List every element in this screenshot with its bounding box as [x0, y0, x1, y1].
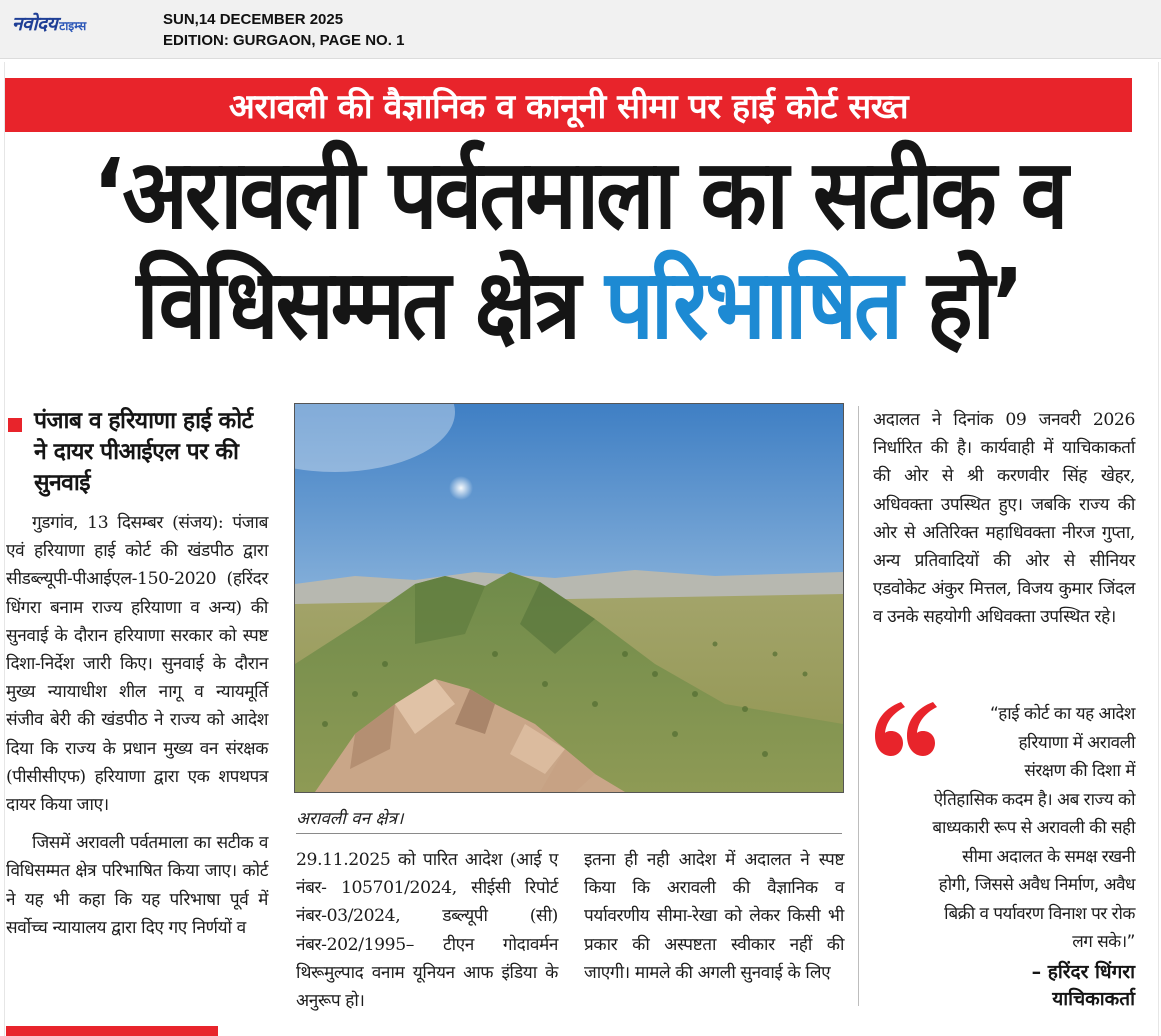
quote-mark-icon: [873, 698, 937, 760]
right-column: [873, 406, 1135, 632]
quote-line: बिक्री व पर्यावरण विनाश पर रोक: [944, 903, 1135, 924]
headline-line-2-end: हो’: [900, 249, 1022, 361]
quote-line: सीमा अदालत के समक्ष रखनी: [962, 846, 1135, 867]
bullet-square-icon: [8, 418, 22, 432]
quote-line: “हाई कोर्ट का यह आदेश: [989, 704, 1135, 724]
masthead-bar: [0, 0, 1161, 59]
edition-date: SUN,14 DECEMBER 2025: [163, 11, 344, 28]
headline-line-2: [14, 243, 1144, 366]
subheadline: [6, 406, 268, 499]
quote-line: हरियाणा में अरावली: [1018, 732, 1135, 753]
logo-sub-text: टाइम्स: [59, 19, 87, 33]
newspaper-logo[interactable]: [12, 10, 86, 36]
headline-line-1: ‘अरावली पर्वतमाला का सटीक व: [92, 139, 1066, 251]
headline-line-2-start: विधिसम्मत क्षेत्र: [136, 249, 605, 361]
left-paragraph-2: जिसमें अरावली पर्वतमाला का सटीक व विधिसम्मत क्षेत्र परिभाषित किया जाए। कोर्ट ने यह भी कहा कि यह परिभाषा पूर्व में सर्वोच्च न्यायालय द्वारा दिए गए निर्णयों व: [6, 833, 268, 938]
quote-line: ऐतिहासिक कदम है। अब राज्य को: [933, 789, 1135, 810]
pull-quote: [873, 700, 1135, 1013]
photo-caption: अरावली वन क्षेत्र।: [296, 806, 842, 834]
right-paragraph: अदालत ने दिनांक 09 जनवरी 2026 निर्धारित की है। कार्यवाही में याचिकाकर्ता की ओर से श्री करणवीर सिंह खेहर, अधिवक्ता उपस्थित हुए। जबकि राज्य की ओर से अतिरिक्त महाधिवक्ता नीरज गुप्ता, अन्य प्रतिवादियों की ओर से सीनियर एडवोकेट अंकुर मित्तल, विजय कुमार जिंदल व उनके सहयोगी अधिवक्ता उपस्थित रहे।: [873, 410, 1135, 628]
middle-paragraph-2: इतना ही नही आदेश में अदालत ने स्पष्ट किया कि अरावली की वैज्ञानिक व पर्यावरणीय सीमा-रेखा को लेकर किसी भी प्रकार की अस्पष्टता स्वीकार नहीं की जाएगी। मामले की अगली सुनवाई के लिए: [584, 850, 844, 983]
quote-line: संरक्षण की दिशा में: [1024, 761, 1135, 781]
main-headline: [14, 140, 1144, 360]
quote-line: लग सके।”: [1072, 932, 1135, 952]
quote-author-role: याचिकाकर्ता: [1052, 987, 1135, 1010]
left-column: [6, 406, 268, 942]
middle-column-1: [296, 846, 558, 1015]
headline-highlight-word: परिभाषित: [604, 249, 901, 361]
quote-line: बाध्यकारी रूप से अरावली की सही: [932, 818, 1135, 838]
left-paragraph-1: गुडगांव, 13 दिसम्बर (संजय): पंजाब एवं हरियाणा हाई कोर्ट की खंडपीठ द्वारा सीडब्ल्यूपी-पीआईएल-150-2020 (हरिंदर धिंगरा बनाम राज्य हरियाणा व अन्य) की सुनवाई के दौरान हरियाणा सरकार को स्पष्ट दिशा-निर्देश जारी किए। सुनवाई के दौरान मुख्य न्यायाधीश शील नागू व न्यायमूर्ति संजीव बेरी की खंडपीठ ने राज्य को आदेश दिया कि राज्य के प्रधान मुख्य वन संरक्षक (पीसीसीएफ) हरियाणा द्वारा एक शपथपत्र दायर किया जाए।: [6, 513, 268, 816]
footer-accent-bar: [6, 1026, 218, 1036]
kicker-text: अरावली की वैज्ञानिक व कानूनी सीमा पर हाई कोर्ट सख्त: [228, 87, 909, 127]
middle-column-2: [584, 846, 844, 987]
quote-author: – हरिंदर धिंगरा: [1031, 960, 1135, 983]
kicker-banner: [5, 78, 1132, 132]
logo-main-text: नवोदय: [12, 13, 58, 35]
edition-info: [163, 9, 404, 51]
edition-page: EDITION: GURGAON, PAGE NO. 1: [163, 32, 405, 49]
subheadline-text: पंजाब व हरियाणा हाई कोर्ट ने दायर पीआईएल पर की सुनवाई: [34, 408, 253, 496]
quote-line: होगी, जिससे अवैध निर्माण, अवैध: [938, 875, 1135, 895]
quote-attribution: [873, 959, 1135, 1013]
photo-landscape-image: [295, 404, 843, 792]
middle-paragraph-1: 29.11.2025 को पारित आदेश (आई ए नंबर- 105701/2024, सीईसी रिपोर्ट नंबर-03/2024, डब्ल्यूपी (सी) नंबर-202/1995– टीएन गोदावर्मन थिरूमुल्पाद वनाम यूनियन आफ इंडिया के अनुरूप हो।: [296, 850, 558, 1012]
aravalli-photo[interactable]: [294, 403, 844, 793]
column-divider: [858, 406, 859, 1006]
